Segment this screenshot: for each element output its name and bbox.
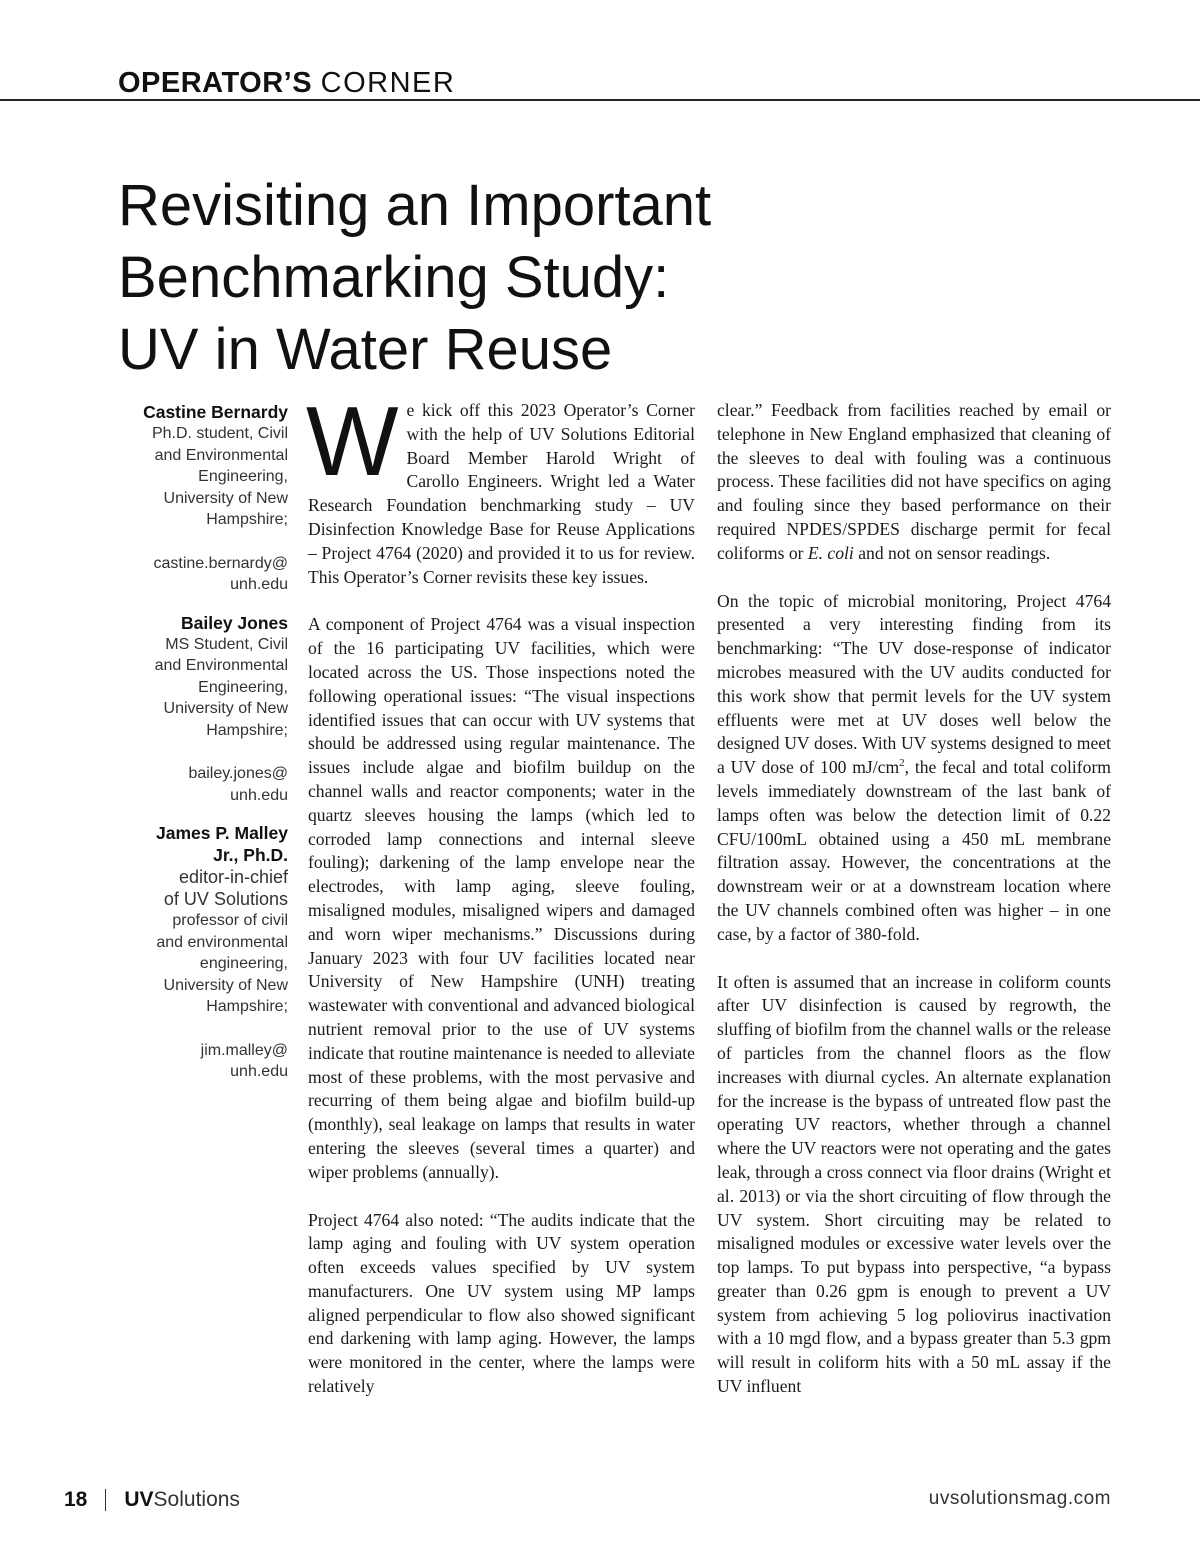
paragraph-text: and not on sensor readings. [853, 542, 1051, 563]
header-divider [0, 99, 1200, 101]
page-number: 18 [64, 1488, 88, 1511]
affiliation-line: and Environmental [154, 657, 288, 674]
paragraph-text: , the fecal and total coliform levels immediately downstream of the last bank of lamps often was below the detection limit of 0.22 CFU/100mL obtained using a 450 mL membrane filtration assay. However, the concentrations at the downstream weir or at a downstream location where the UV channels combined often was higher – in one case, by a factor of 380-fold. [717, 757, 1111, 944]
species-name: E. coli [807, 542, 854, 563]
affiliation-line: Ph.D. student, Civil [151, 425, 288, 442]
section-header-light: CORNER [320, 67, 456, 99]
affiliation-line: professor of civil [172, 912, 288, 929]
affiliation-line: Hampshire; [206, 511, 288, 528]
author-name: Castine Bernardy [143, 402, 288, 422]
footer-divider [105, 1489, 106, 1511]
author-column [100, 401, 288, 1099]
paragraph-text: On the topic of microbial monitoring, Project 4764 presented a very interesting finding from its benchmarking: “The UV dose-response of indicator microbes measured with the UV audits conducted for this work show that permit levels for the UV system effluents were met at UV doses well below the designed UV doses. With UV systems designed to meet a UV dose of 100 mJ/cm [717, 590, 1111, 778]
role-line: editor-in-chief [178, 867, 288, 887]
magazine-name-light: Solutions [153, 1488, 240, 1511]
paragraph-text: clear.” Feedback from facilities reached by email or telephone in New England emphasized that cleaning of the sleeves to deal with fouling was a continuous process. These facilities did not have specifics on aging and fouling since they based performance on their required NPDES/SPDES discharge permit for fecal coliforms or [717, 400, 1111, 563]
author-block [100, 401, 288, 596]
email-line[interactable]: unh.edu [230, 576, 288, 593]
title-line-2: Benchmarking Study: [118, 245, 670, 310]
title-line-3: UV in Water Reuse [118, 317, 613, 382]
website-link[interactable]: uvsolutionsmag.com [928, 1488, 1111, 1509]
email-line[interactable]: castine.bernardy@ [153, 554, 288, 572]
section-header-bold: OPERATOR’S [118, 67, 313, 99]
section-header [118, 66, 455, 100]
affiliation-line: Hampshire; [206, 998, 288, 1015]
email-line[interactable]: jim.malley@ [200, 1041, 288, 1059]
drop-cap: W [306, 386, 399, 496]
affiliation-line: and environmental [156, 933, 288, 951]
role-line: of UV Solutions [163, 889, 288, 909]
paragraph: Project 4764 also noted: “The audits indicate that the lamp aging and fouling with UV system operation often exceeds values specified by UV system manufacturers. One UV system using MP lamps aligned perpendicular to flow also showed significant end darkening with lamp aging. However, the lamps were monitored in the center, where the lamps were relatively [308, 1209, 695, 1397]
author-role [100, 866, 288, 910]
affiliation-line: Hampshire; [206, 721, 288, 739]
magazine-name [124, 1487, 240, 1513]
email-line[interactable]: bailey.jones@ [188, 765, 288, 782]
affiliation-line: University of New [163, 976, 288, 994]
paragraph: A component of Project 4764 was a visual inspection of the 16 participating UV facilities, which were located across the US. Those inspections noted the following operational issues: “The visual inspections identified issues that can occur with UV systems that should be addressed using regular maintenance. The issues include algae and biofilm buildup on the channel walls and reactor components; water in the quartz sleeves housing the lamps (which led to corroded lamp connections and internal sleeve fouling); darkening of the lamp envelope near the electrodes, with lamp aging, sleeve fouling, misaligned modules, misaligned wipers and damaged and worn wiper mechanisms.” Discussions during January 2023 with four UV facilities located near University of New Hampshire (UNH) treating wastewater with conventional and advanced biological nutrient removal prior to the use of UV systems indicate that routine maintenance is needed to alleviate most of these problems, with the most pervasive and recurring of them being algae and biofilm build-up (monthly), seal leakage on lamps that results in water entering the sleeves (several times a quarter) and wiper problems (annually). [308, 614, 695, 1182]
affiliation-line: Engineering, [198, 468, 288, 485]
author-name-line: James P. Malley [156, 823, 288, 843]
body-column-1 [306, 386, 695, 1423]
author-name-line: Jr., Ph.D. [213, 845, 288, 865]
email-line[interactable]: unh.edu [230, 786, 288, 804]
affiliation-line: engineering, [199, 955, 288, 972]
author-affiliation [100, 423, 288, 531]
paragraph-intro [306, 386, 695, 589]
superscript: 2 [899, 757, 905, 770]
author-email[interactable] [100, 553, 288, 596]
author-name: Bailey Jones [181, 612, 288, 633]
paragraph [717, 399, 1111, 566]
affiliation-line: and Environmental [154, 446, 288, 464]
magazine-name-bold: UV [124, 1488, 154, 1511]
footer-left [64, 1487, 240, 1513]
author-affiliation [100, 910, 288, 1018]
author-email[interactable] [100, 763, 288, 806]
affiliation-line: University of New [163, 700, 288, 717]
author-name [100, 822, 288, 866]
paragraph [717, 590, 1111, 947]
author-block [100, 822, 288, 1083]
author-block [100, 612, 288, 807]
affiliation-line: MS Student, Civil [165, 635, 288, 653]
author-email[interactable] [100, 1040, 288, 1083]
paragraph: It often is assumed that an increase in coliform counts after UV disinfection is caused by regrowth, the sluffing of biofilm from the channel walls or the release of particles from the channel floors as the flow increases with diurnal cycles. An alternate explanation for the increase is the bypass of untreated flow past the operating UV reactors, whether through a channel where the UV reactors were not operating and the gates leak, through a cross connect via floor drains (Wright et al. 2013) or via the short circuiting of flow through the UV system. Short circuiting may be related to misaligned modules or excessive water levels over the top lamps. To put bypass into perspective, “a bypass greater than 0.26 gpm is enough to prevent a UV system from achieving 5 log poliovirus inactivation with a 10 mgd flow, and a bypass greater than 5.3 gpm will result in coliform hits with a 50 mL assay if the UV influent [717, 971, 1111, 1397]
body-column-2 [717, 399, 1111, 1423]
affiliation-line: Engineering, [198, 678, 288, 696]
paragraph-text: e kick off this 2023 Operator’s Corner with the help of UV Solutions Editorial Board Member Harold Wright of Carollo Engineers. Wright led a Water Research Foundation benchmarking study – UV Disinfection Knowledge Base for Reuse Applications – Project 4764 (2020) and provided it to us for review. This Operator’s Corner revisits these key issues. [308, 400, 695, 587]
affiliation-line: University of New [163, 489, 288, 507]
email-line[interactable]: unh.edu [230, 1063, 288, 1080]
article-title [118, 170, 1078, 386]
title-line-1: Revisiting an Important [118, 173, 712, 238]
author-affiliation [100, 634, 288, 742]
